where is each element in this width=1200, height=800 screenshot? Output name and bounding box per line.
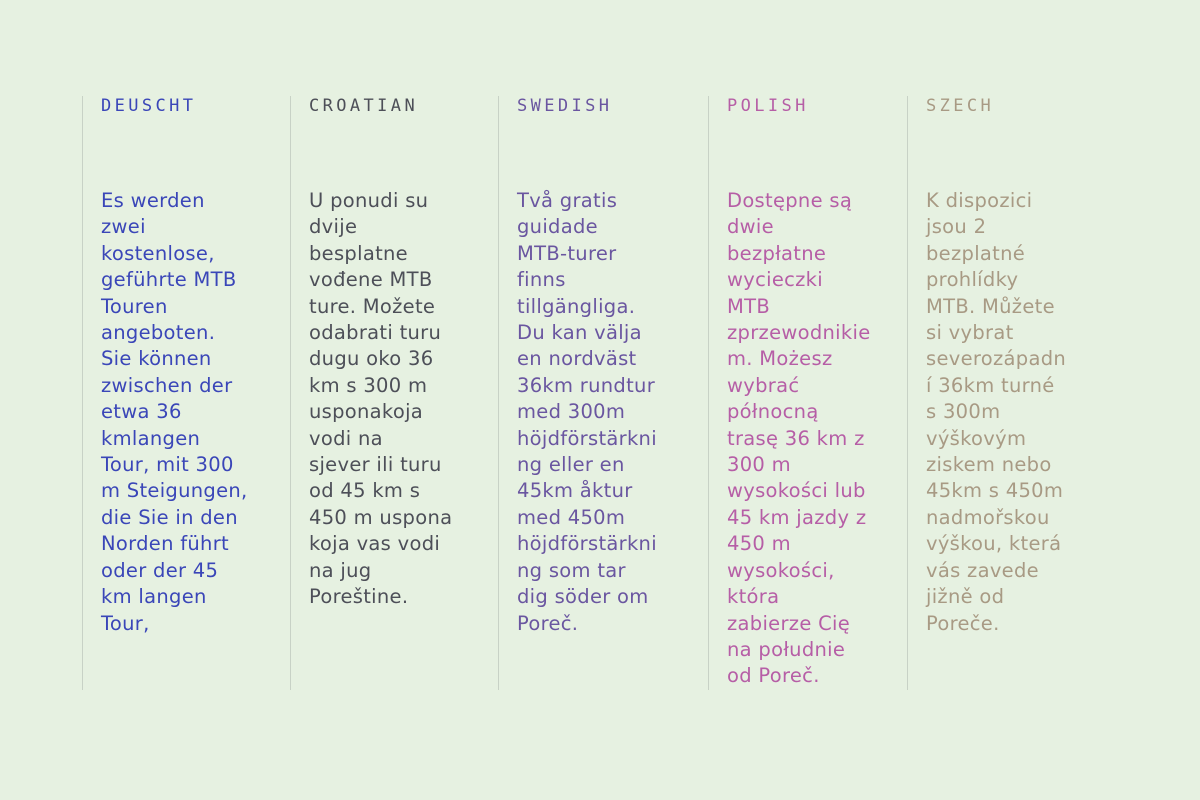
column-text: U ponudi su dvije besplatne vođene MTB ture. Možete odabrati turu dugu oko 36 km s 300 m usponakoja vodi na sjever ili turu od 45 km s 450 m uspona koja vas vodi na jug Poreštine.	[309, 189, 453, 609]
column-text: Es werden zwei kostenlose, geführte MTB Touren angeboten. Sie können zwischen der etwa 36 kmlangen Tour, mit 300 m Steigungen, die Sie in den Norden führt oder der 45 km langen Tour,	[101, 189, 248, 635]
column-swedish	[498, 96, 708, 690]
column-czech	[907, 96, 1107, 690]
column-heading: SWEDISH	[517, 96, 613, 116]
column-text: Dostępne są dwie bezpłatne wycieczki MTB zprzewodnikie m. Możesz wybrać północną trasę 36 km z 300 m wysokości lub 45 km jazdy z 450 m wysokości, która zabierze Cię na południe od Poreč.	[727, 189, 871, 688]
column-text: Två gratis guidade MTB-turer finns tillgängliga. Du kan välja en nordväst 36km rundtur med 300m höjdförstärkni ng eller en 45km åktur med 450m höjdförstärkni ng som tar dig söder om Poreč.	[517, 189, 657, 635]
column-heading: DEUSCHT	[101, 96, 197, 116]
column-text: K dispozici jsou 2 bezplatné prohlídky MTB. Můžete si vybrat severozápadn í 36km turné s 300m výškovým ziskem nebo 45km s 450m nadmořskou výškou, která vás zavede jižně od Poreče.	[926, 189, 1067, 635]
column-polish	[708, 96, 907, 690]
language-columns	[0, 96, 1200, 690]
column-heading: POLISH	[727, 96, 809, 116]
column-heading: SZECH	[926, 96, 995, 116]
column-croatian	[290, 96, 498, 690]
column-heading: CROATIAN	[309, 96, 419, 116]
column-deutsch	[82, 96, 290, 690]
